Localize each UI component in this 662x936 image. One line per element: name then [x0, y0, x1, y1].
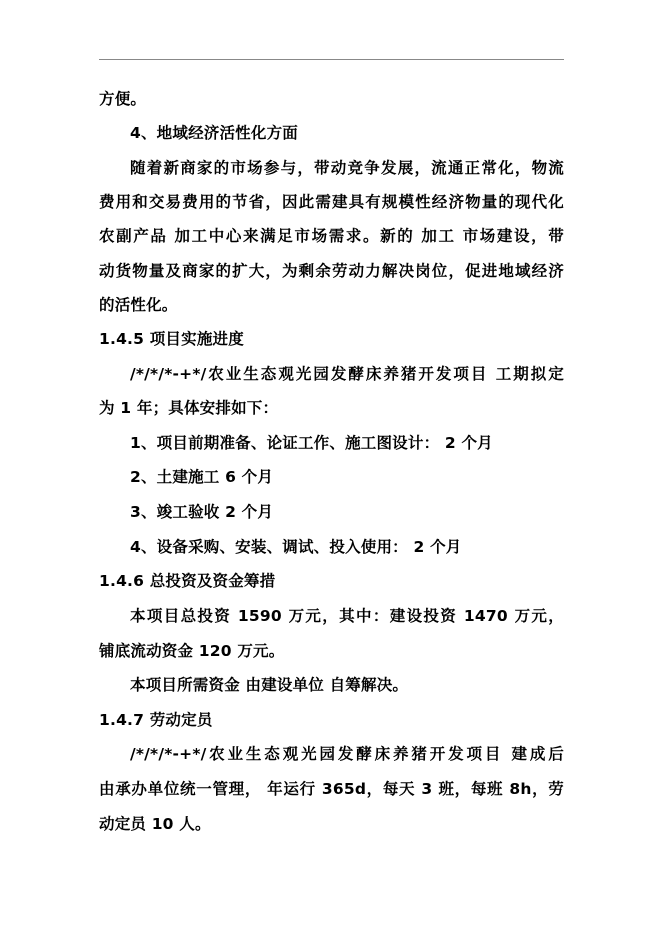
- schedule-item-4: 4、设备采购、安装、调试、投入使用： 2 个月: [130, 538, 462, 556]
- text-line-21: 由承办单位统一管理， 年运行 365d，每天 3 班，每班 8h，劳: [99, 780, 564, 798]
- text-line-18: 本项目所需资金 由建设单位 自筹解决。: [130, 676, 409, 694]
- text-line-20: /*/*/*-+*/农业生态观光园发酵床养猪开发项目 建成后: [130, 745, 564, 763]
- text-line-22: 动定员 10 人。: [99, 815, 211, 833]
- text-line-5: 农副产品 加工中心来满足市场需求。新的 加工 市场建设，带: [99, 227, 564, 245]
- section-heading-1-4-5: 1.4.5 项目实施进度: [99, 330, 244, 348]
- text-line-1: 方便。: [99, 90, 147, 108]
- schedule-item-2: 2、土建施工 6 个月: [130, 468, 274, 486]
- section-heading-4: 4、地域经济活性化方面: [130, 124, 298, 142]
- section-heading-1-4-6: 1.4.6 总投资及资金筹措: [99, 572, 276, 590]
- text-line-6: 动货物量及商家的扩大，为剩余劳动力解决岗位，促进地域经济: [99, 262, 564, 280]
- text-line-7: 的活性化。: [99, 296, 178, 314]
- schedule-item-1: 1、项目前期准备、论证工作、施工图设计： 2 个月: [130, 434, 493, 452]
- schedule-item-3: 3、竣工验收 2 个月: [130, 503, 274, 521]
- text-line-16: 本项目总投资 1590 万元，其中：建设投资 1470 万元，: [130, 607, 564, 625]
- text-line-10: 为 1 年；具体安排如下：: [99, 399, 279, 417]
- text-line-17: 铺底流动资金 120 万元。: [99, 642, 285, 660]
- header-rule: [99, 59, 564, 60]
- text-line-3: 随着新商家的市场参与，带动竞争发展，流通正常化，物流: [130, 159, 564, 177]
- text-line-4: 费用和交易费用的节省，因此需建具有规模性经济物量的现代化: [99, 193, 564, 211]
- section-heading-1-4-7: 1.4.7 劳动定员: [99, 711, 213, 729]
- text-line-9: /*/*/*-+*/农业生态观光园发酵床养猪开发项目 工期拟定: [130, 365, 564, 383]
